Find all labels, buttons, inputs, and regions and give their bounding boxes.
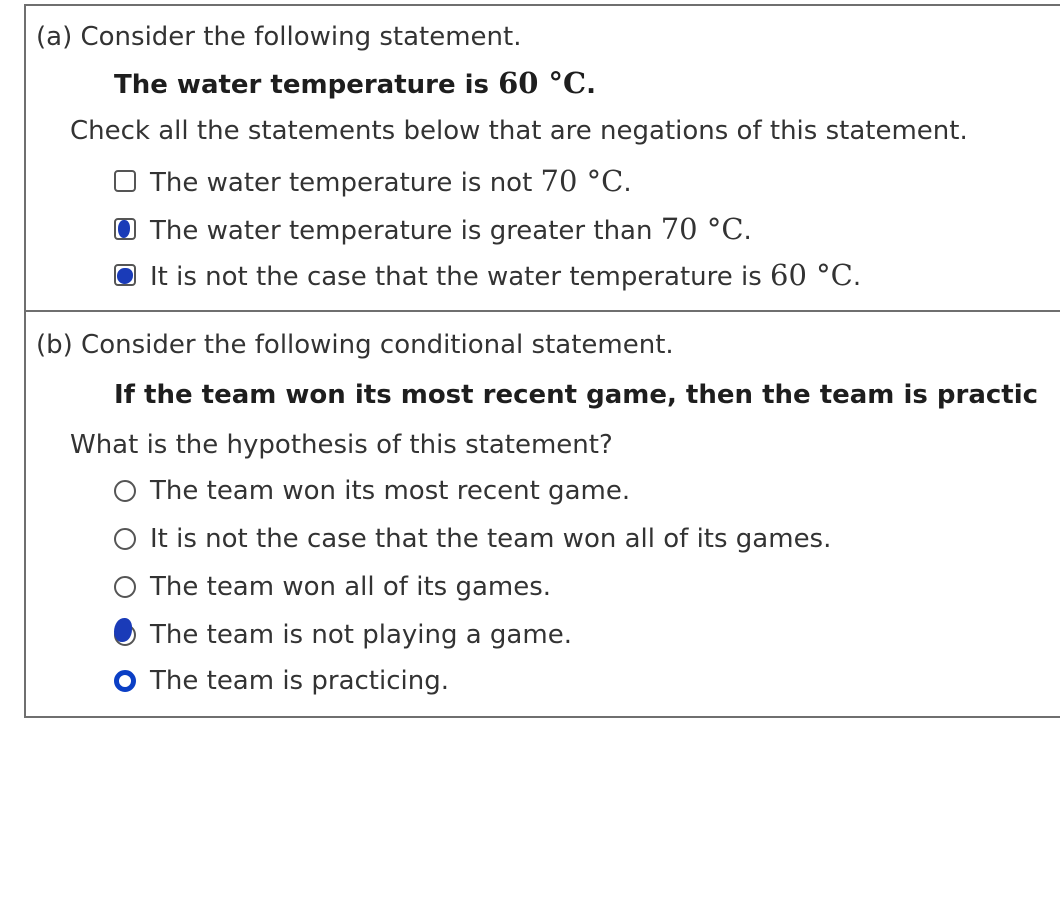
part-a-statement-suffix: . xyxy=(586,70,597,100)
part-a-option-1[interactable] xyxy=(114,164,632,198)
option-label xyxy=(150,212,752,246)
radio-button[interactable] xyxy=(114,480,136,502)
question-part-a xyxy=(24,4,1060,312)
option-label xyxy=(150,258,861,292)
option-suffix: . xyxy=(623,168,632,198)
checkbox[interactable] xyxy=(114,264,136,286)
radio-button[interactable] xyxy=(114,528,136,550)
part-b-statement: If the team won its most recent game, then the team is practic xyxy=(114,380,1039,410)
option-math: 70 °C xyxy=(660,212,744,246)
scribble-mark-icon xyxy=(117,268,133,284)
part-b-option-5[interactable] xyxy=(114,664,449,698)
option-text: The team is not playing a game. xyxy=(150,620,572,650)
option-suffix: . xyxy=(852,262,862,292)
question-part-b xyxy=(24,310,1060,718)
part-b-label: (b) Consider the following conditional statement. xyxy=(36,330,674,360)
part-b-option-4[interactable] xyxy=(114,618,572,652)
option-text: The team won its most recent game. xyxy=(150,476,631,506)
part-a-statement-text: The water temperature is xyxy=(114,70,499,100)
part-b-prompt: What is the hypothesis of this statement? xyxy=(70,430,613,460)
option-math: 70 °C xyxy=(540,164,624,198)
part-a-prompt: Check all the statements below that are negations of this statement. xyxy=(70,116,968,146)
part-b-option-1[interactable] xyxy=(114,474,630,508)
radio-button[interactable] xyxy=(114,624,136,646)
option-suffix: . xyxy=(743,216,752,246)
option-text: It is not the case that the team won all of its games. xyxy=(150,524,832,554)
option-math: 60 °C xyxy=(770,258,853,292)
option-text: The team won all of its games. xyxy=(150,572,552,602)
scribble-mark-icon xyxy=(114,618,132,642)
option-text: The team is practicing. xyxy=(150,666,449,696)
scribble-mark-icon xyxy=(118,220,130,238)
checkbox[interactable] xyxy=(114,218,136,240)
checkbox[interactable] xyxy=(114,170,136,192)
part-a-statement-math: 60 °C xyxy=(498,66,587,100)
option-text: The water temperature is not xyxy=(150,168,541,198)
part-a-statement xyxy=(114,66,596,100)
part-a-label: (a) Consider the following statement. xyxy=(36,22,522,52)
option-label xyxy=(150,164,632,198)
option-text: It is not the case that the water temperature is xyxy=(150,262,771,292)
part-b-option-3[interactable] xyxy=(114,570,551,604)
part-a-option-3[interactable] xyxy=(114,258,861,292)
option-text: The water temperature is greater than xyxy=(150,216,661,246)
part-b-option-2[interactable] xyxy=(114,522,831,556)
part-a-option-2[interactable] xyxy=(114,212,752,246)
radio-button-selected[interactable] xyxy=(114,670,136,692)
radio-button[interactable] xyxy=(114,576,136,598)
